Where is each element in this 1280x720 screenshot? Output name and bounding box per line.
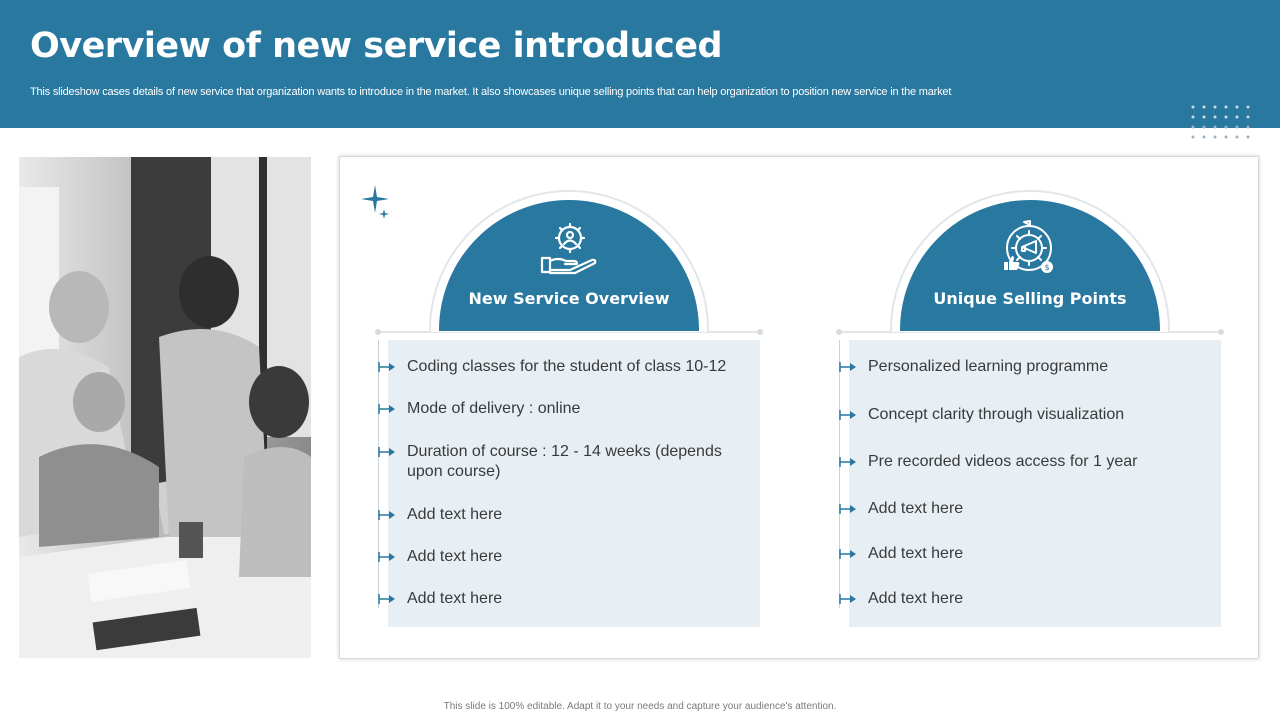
- svg-text:$: $: [1044, 263, 1050, 272]
- right-panel-item: [838, 452, 1208, 472]
- page-title: Overview of new service introduced: [30, 26, 723, 66]
- item-text: Mode of delivery : online: [407, 400, 581, 417]
- right-panel-list: [849, 340, 1221, 627]
- right-panel-item: [838, 499, 1208, 519]
- left-panel-heading: New Service Overview: [468, 289, 670, 308]
- left-panel-item: [377, 505, 737, 525]
- arrow-bullet-icon: [377, 399, 407, 419]
- arrow-bullet-icon: [377, 505, 407, 525]
- right-panel-rule: [839, 340, 840, 608]
- arrow-bullet-icon: [838, 589, 868, 609]
- item-text: Concept clarity through visualization: [868, 406, 1125, 423]
- left-panel-list: [388, 340, 760, 627]
- arrow-bullet-icon: [377, 589, 407, 609]
- hand-gear-user-icon: [539, 220, 599, 276]
- item-text: Duration of course : 12 - 14 weeks (depends upon course): [407, 443, 722, 480]
- item-text: Add text here: [407, 548, 503, 565]
- right-panel-item: [838, 405, 1208, 425]
- left-panel-item: [377, 547, 737, 567]
- item-text: Add text here: [868, 590, 964, 607]
- item-text: Coding classes for the student of class 10-12: [407, 358, 727, 375]
- right-panel-heading: Unique Selling Points: [933, 289, 1127, 308]
- item-text: Personalized learning programme: [868, 358, 1109, 375]
- right-panel-item: [838, 589, 1208, 609]
- footer-note: This slide is 100% editable. Adapt it to your needs and capture your audience's attention.: [443, 701, 837, 712]
- sparkle-decoration: [360, 183, 394, 223]
- right-panel-item: [838, 357, 1208, 377]
- left-panel-item: [377, 357, 737, 377]
- item-text: Add text here: [407, 590, 503, 607]
- item-text: Pre recorded videos access for 1 year: [868, 453, 1138, 470]
- header-banner: [0, 0, 1280, 128]
- item-text: Add text here: [407, 506, 503, 523]
- page-subtitle: This slideshow cases details of new service that organization wants to introduce in the market. It also showcases unique selling points that can help organization to position new service in the market: [30, 86, 952, 98]
- left-panel-item: [377, 442, 737, 482]
- arrow-bullet-icon: [838, 452, 868, 472]
- item-text: Add text here: [868, 545, 964, 562]
- right-panel-item: [838, 544, 1208, 564]
- team-meeting-photo: [19, 157, 311, 658]
- item-text: Add text here: [868, 500, 964, 517]
- dot-grid-decoration: [1190, 104, 1260, 140]
- arrow-bullet-icon: [838, 544, 868, 564]
- arrow-bullet-icon: [377, 547, 407, 567]
- arrow-bullet-icon: [838, 499, 868, 519]
- left-panel-item: [377, 589, 737, 609]
- arrow-bullet-icon: [838, 357, 868, 377]
- arrow-bullet-icon: [377, 357, 407, 377]
- arrow-bullet-icon: [838, 405, 868, 425]
- arrow-bullet-icon: [377, 442, 407, 462]
- gear-megaphone-thumbs-up-dollar-icon: [1000, 220, 1060, 276]
- left-panel-item: [377, 399, 737, 419]
